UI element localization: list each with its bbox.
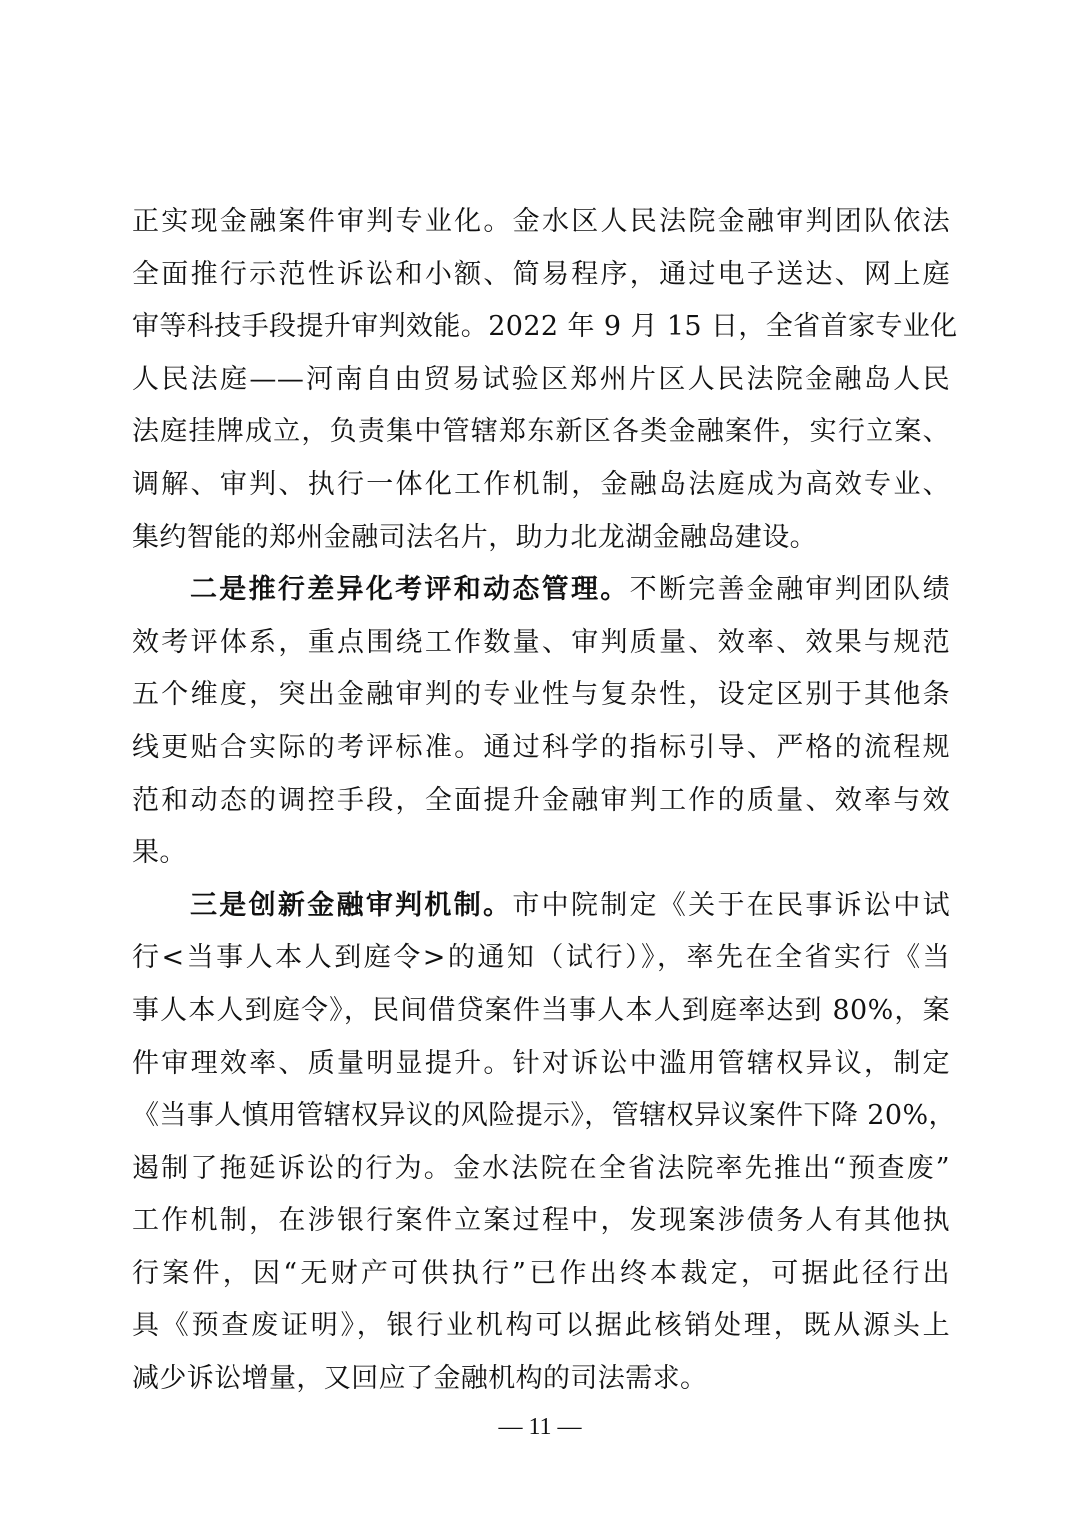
text-line: 法庭挂牌成立，负责集中管辖郑东新区各类金融案件，实行立案、 — [132, 416, 950, 448]
paragraph-differentiated-evaluation — [132, 564, 950, 880]
text-line: 效考评体系，重点围绕工作数量、审判质量、效率、效果与规范 — [132, 626, 950, 658]
text-line: 行<当事人本人到庭令>的通知（试行）》，率先在全省实行《当 — [132, 942, 950, 974]
text-line: 人民法庭——河南自由贸易试验区郑州片区人民法院金融岛人民 — [132, 363, 950, 395]
paragraph-court-specialization — [132, 196, 958, 564]
text-line: 减少诉讼增量，又回应了金融机构的司法需求。 — [132, 1363, 708, 1395]
text-line: 具《预查废证明》，银行业机构可以据此核销处理，既从源头上 — [132, 1310, 950, 1342]
text-line: 全面推行示范性诉讼和小额、简易程序，通过电子送达、网上庭 — [132, 258, 950, 290]
text-line: 件审理效率、质量明显提升。针对诉讼中滥用管辖权异议，制定 — [132, 1047, 950, 1079]
text-line: 审等科技手段提升审判效能。2022 年 9 月 15 日，全省首家专业化 — [132, 311, 958, 343]
document-body — [132, 196, 958, 1406]
text-line: 五个维度，突出金融审判的专业性与复杂性，设定区别于其他条 — [132, 679, 950, 711]
text-line: 工作机制，在涉银行案件立案过程中，发现案涉债务人有其他执 — [132, 1205, 950, 1237]
text-line: 果。 — [132, 837, 187, 869]
section-heading: 三是创新金融审判机制。 — [190, 889, 513, 921]
text-run: 不断完善金融审判团队绩 — [629, 574, 950, 606]
text-line: 集约智能的郑州金融司法名片，助力北龙湖金融岛建设。 — [132, 521, 817, 553]
paragraph-innovation-mechanism — [132, 880, 956, 1406]
text-line — [132, 880, 950, 933]
text-line: 线更贴合实际的考评标准。通过科学的指标引导、严格的流程规 — [132, 731, 950, 763]
text-line: 《当事人慎用管辖权异议的风险提示》，管辖权异议案件下降 20%， — [132, 1100, 956, 1132]
text-line: 调解、审判、执行一体化工作机制，金融岛法庭成为高效专业、 — [132, 468, 950, 500]
text-run: 市中院制定《关于在民事诉讼中试 — [512, 889, 950, 921]
text-line: 行案件，因“无财产可供执行”已作出终本裁定，可据此径行出 — [132, 1257, 950, 1289]
text-line: 遏制了拖延诉讼的行为。金水法院在全省法院率先推出“预查废” — [132, 1152, 950, 1184]
text-line: 范和动态的调控手段，全面提升金融审判工作的质量、效率与效 — [132, 784, 950, 816]
text-line: 事人本人到庭令》，民间借贷案件当事人本人到庭率达到 80%，案 — [132, 994, 950, 1026]
page-number: — 11 — — [498, 1414, 582, 1440]
section-heading: 二是推行差异化考评和动态管理。 — [190, 574, 630, 606]
text-line: 正实现金融案件审判专业化。金水区人民法院金融审判团队依法 — [132, 206, 950, 237]
text-line — [132, 564, 950, 617]
